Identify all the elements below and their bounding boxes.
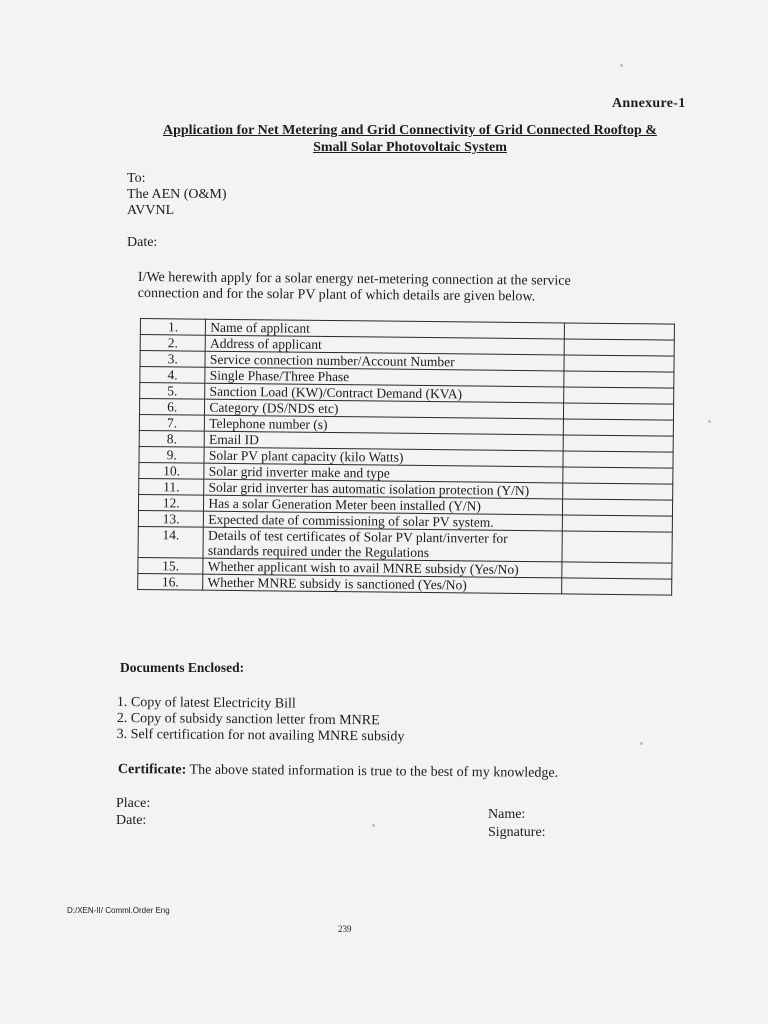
table-row: [138, 526, 672, 563]
document-title: [120, 122, 700, 156]
row-field-label: Service connection number/Account Number: [205, 351, 564, 371]
scan-speck: [708, 420, 711, 423]
document-item: 3. Self certification for not availing MNRE subsidy: [116, 726, 405, 745]
row-value-cell: [565, 323, 675, 340]
signature-label: Signature:: [488, 825, 546, 840]
signoff-date-label: Date:: [116, 813, 147, 828]
row-value-cell: [562, 578, 672, 595]
scan-speck: [640, 742, 643, 745]
row-value-cell: [562, 562, 672, 579]
row-number: 11.: [139, 478, 205, 495]
place-label: Place:: [116, 796, 151, 811]
scan-speck: [620, 64, 623, 67]
certificate-text: The above stated information is true to the best of my knowledge.: [186, 762, 559, 781]
addressee-line-2: AVVNL: [127, 203, 175, 218]
row-value-cell: [562, 531, 672, 563]
intro-paragraph: [138, 270, 633, 306]
row-number: 7.: [139, 414, 205, 431]
row-value-cell: [564, 355, 674, 372]
row-value-cell: [564, 435, 674, 452]
applicant-details-table: [137, 318, 675, 596]
row-number: 2.: [140, 335, 206, 352]
row-number: 16.: [138, 573, 204, 590]
certificate-label: Certificate:: [117, 762, 187, 778]
name-label: Name:: [488, 807, 526, 822]
row-number: 9.: [139, 446, 205, 463]
row-field-label: Whether MNRE subsidy is sanctioned (Yes/No): [203, 574, 562, 594]
row-value-cell: [563, 467, 673, 484]
document-item: 1. Copy of latest Electricity Bill: [116, 695, 296, 712]
row-number: 4.: [140, 367, 206, 384]
row-value-cell: [563, 499, 673, 516]
details-table-wrapper: [137, 318, 675, 596]
date-label: Date:: [127, 235, 158, 250]
row-number: 3.: [140, 351, 206, 368]
addressee-line-1: The AEN (O&M): [127, 187, 227, 202]
row-field-label: Solar grid inverter make and type: [204, 463, 563, 483]
row-value-cell: [565, 339, 675, 356]
row-field-label: Email ID: [205, 431, 564, 451]
row-field-label: Expected date of commissioning of solar PV system.: [204, 511, 563, 531]
row-value-cell: [564, 419, 674, 436]
place-date-block: [116, 795, 150, 829]
row-number: 1.: [140, 319, 206, 336]
row-value-cell: [563, 451, 673, 468]
title-line-2: Small Solar Photovoltaic System: [313, 140, 507, 155]
annexure-label: Annexure-1: [612, 96, 686, 111]
row-value-cell: [564, 403, 674, 420]
document-item: 2. Copy of subsidy sanction letter from MNRE: [116, 710, 380, 729]
row-value-cell: [564, 387, 674, 404]
row-field-label: Whether applicant wish to avail MNRE subsidy (Yes/No): [203, 558, 562, 578]
row-field-label: Details of test certificates of Solar PV plant/inverter for standards required under the Regulations: [203, 527, 562, 562]
certificate-statement: [118, 762, 558, 782]
footer-reference: D:/XEN-II/ Comml.Order Eng: [67, 906, 170, 915]
row-value-cell: [563, 515, 673, 532]
row-field-label: Category (DS/NDS etc): [205, 399, 564, 419]
row-number: 12.: [138, 494, 204, 511]
row-number: 6.: [139, 399, 205, 416]
row-number: 10.: [139, 462, 205, 479]
row-number: 13.: [138, 510, 204, 527]
row-field-label: Has a solar Generation Meter been installed (Y/N): [204, 495, 563, 515]
row-number: 8.: [139, 430, 205, 447]
row-number: 14.: [138, 526, 204, 558]
row-value-cell: [564, 371, 674, 388]
row-number: 15.: [138, 557, 204, 574]
name-signature-block: [488, 806, 546, 842]
documents-list: [117, 695, 405, 746]
row-field-label: Solar PV plant capacity (kilo Watts): [204, 447, 563, 467]
scan-speck: [372, 824, 375, 827]
row-number: 5.: [140, 383, 206, 400]
row-field-label: Single Phase/Three Phase: [205, 367, 564, 387]
intro-line-1: I/We herewith apply for a solar energy net-metering connection at the service: [137, 270, 571, 289]
addressee-block: [127, 171, 227, 219]
row-field-label: Telephone number (s): [205, 415, 564, 435]
documents-heading: Documents Enclosed:: [120, 660, 245, 675]
addressee-to: To:: [127, 171, 146, 186]
page-number: 239: [338, 924, 352, 934]
title-line-1: Application for Net Metering and Grid Connectivity of Grid Connected Rooftop &: [163, 123, 657, 138]
row-value-cell: [563, 483, 673, 500]
row-field-label: Name of applicant: [206, 319, 565, 339]
row-field-label: Solar grid inverter has automatic isolation protection (Y/N): [204, 479, 563, 499]
intro-line-2: connection and for the solar PV plant of which details are given below.: [137, 285, 536, 305]
row-field-label: Sanction Load (KW)/Contract Demand (KVA): [205, 383, 564, 403]
row-field-label: Address of applicant: [206, 335, 565, 355]
